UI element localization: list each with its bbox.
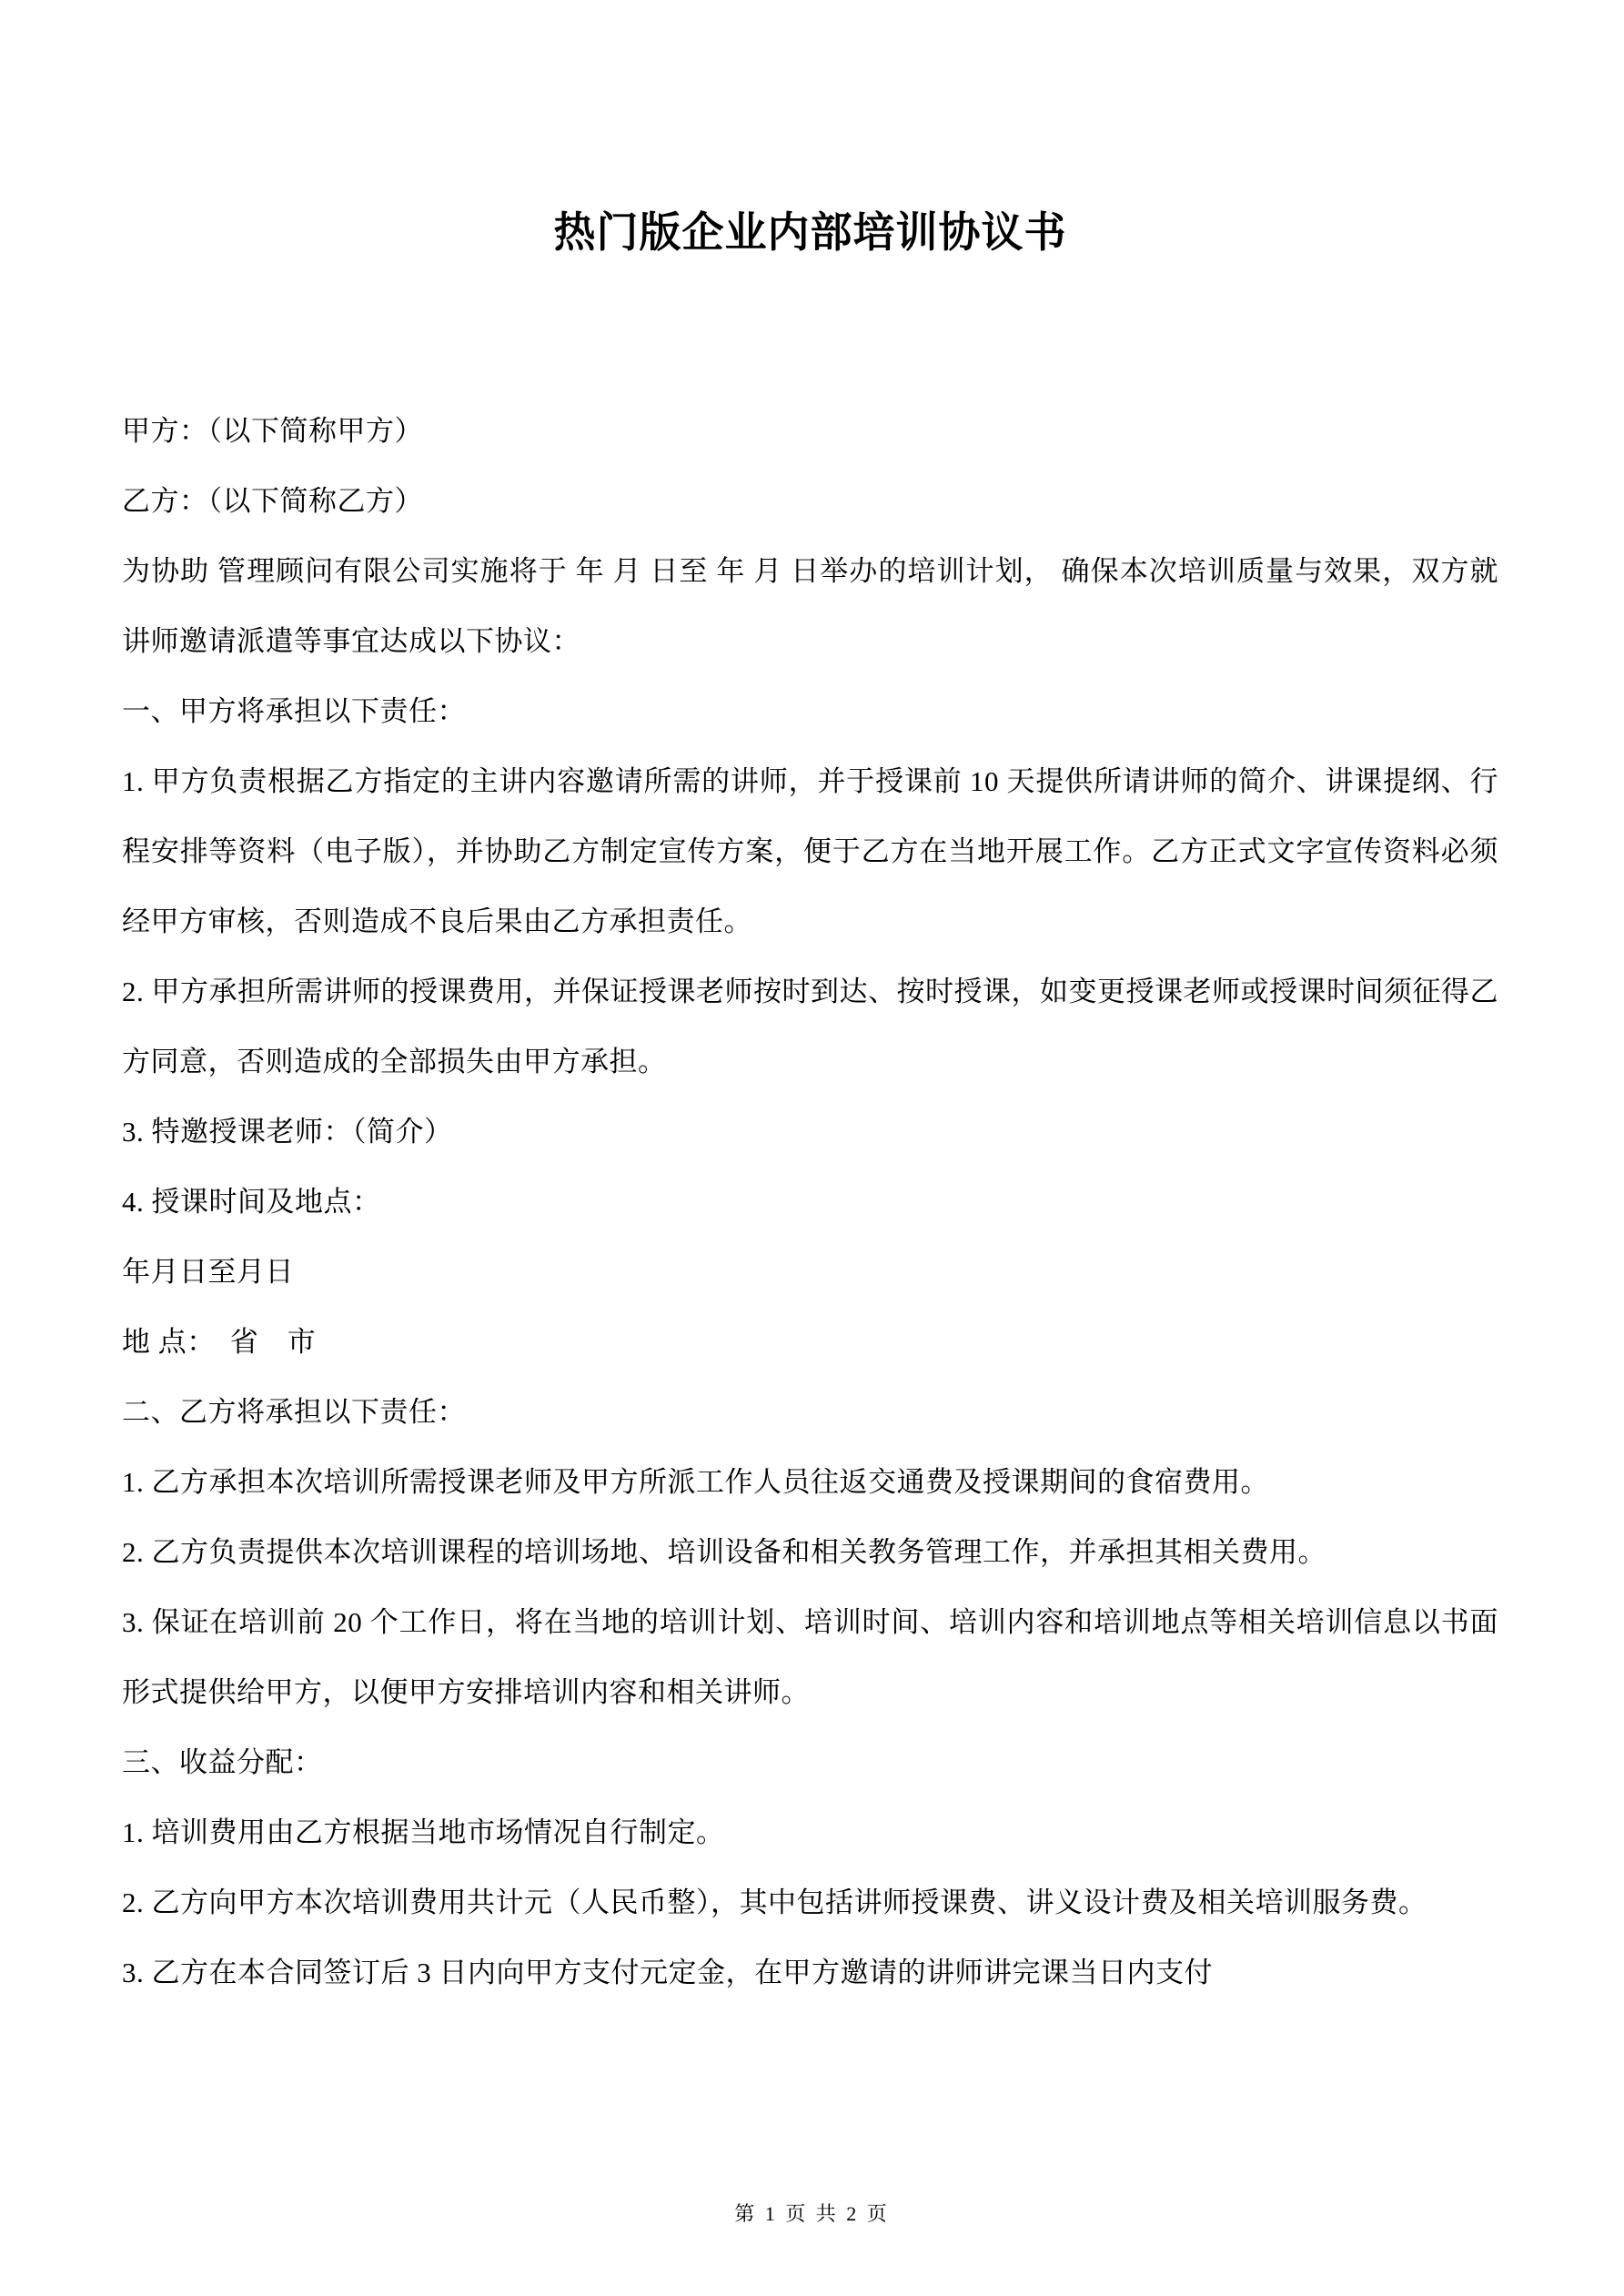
paragraph-section-1-heading: 一、甲方将承担以下责任： (122, 695, 466, 728)
paragraph-section-3-heading: 三、收益分配： (122, 1746, 323, 1779)
paragraph-section-2-item-2: 2. 乙方负责提供本次培训课程的培训场地、培训设备和相关教务管理工作，并承担其相关费用。 (122, 1536, 1326, 1569)
paragraph-section-3-item-3: 3. 乙方在本合同签订后 3 日内向甲方支付元定金，在甲方邀请的讲师讲完课当日内支付 (122, 1957, 1213, 1989)
paragraph-section-2-item-3: 3. 保证在培训前 20 个工作日，将在当地的培训计划、培训时间、培训内容和培训地点等相关培训信息以书面形式提供给甲方，以便甲方安排培训内容和相关讲师。 (122, 1606, 1498, 1709)
paragraph-section-1-item-2: 2. 甲方承担所需讲师的授课费用，并保证授课老师按时到达、按时授课，如变更授课老师或授课时间须征得乙方同意，否则造成的全部损失由甲方承担。 (122, 976, 1498, 1078)
paragraph-section-1-item-3: 3. 特邀授课老师：（简介） (122, 1116, 453, 1148)
paragraph-section-1-item-4: 4. 授课时间及地点： (122, 1186, 381, 1219)
paragraph-party-a: 甲方：（以下简称甲方） (122, 415, 423, 448)
paragraph-location-blank: 地 点： 省 市 (122, 1326, 317, 1359)
paragraph-section-1-item-1: 1. 甲方负责根据乙方指定的主讲内容邀请所需的讲师，并于授课前 10 天提供所请讲师的简介、讲课提纲、行程安排等资料（电子版），并协助乙方制定宣传方案，便于乙方在当地开展工作。乙方正式文字宣传资料必须经甲方审核，否则造成不良后果由乙方承担责任。 (122, 765, 1498, 938)
paragraph-section-3-item-2: 2. 乙方向甲方本次培训费用共计元（人民币整），其中包括讲师授课费、讲义设计费及相关培训服务费。 (122, 1886, 1427, 1919)
page-number-footer: 第 1 页 共 2 页 (734, 2202, 890, 2225)
document-body (122, 396, 1498, 2008)
paragraph-section-3-item-1: 1. 培训费用由乙方根据当地市场情况自行制定。 (122, 1816, 725, 1849)
paragraph-party-b: 乙方：（以下简称乙方） (122, 485, 423, 518)
paragraph-date-blank: 年月日至月日 (122, 1256, 294, 1289)
paragraph-preamble: 为协助 管理顾问有限公司实施将于 年 月 日至 年 月 日举办的培训计划， 确保本次培训质量与效果，双方就讲师邀请派遣等事宜达成以下协议： (122, 555, 1498, 658)
document-title: 热门版企业内部培训协议书 (553, 209, 1067, 256)
paragraph-section-2-item-1: 1. 乙方承担本次培训所需授课老师及甲方所派工作人员往返交通费及授课期间的食宿费用。 (122, 1466, 1269, 1499)
paragraph-section-2-heading: 二、乙方将承担以下责任： (122, 1396, 466, 1429)
